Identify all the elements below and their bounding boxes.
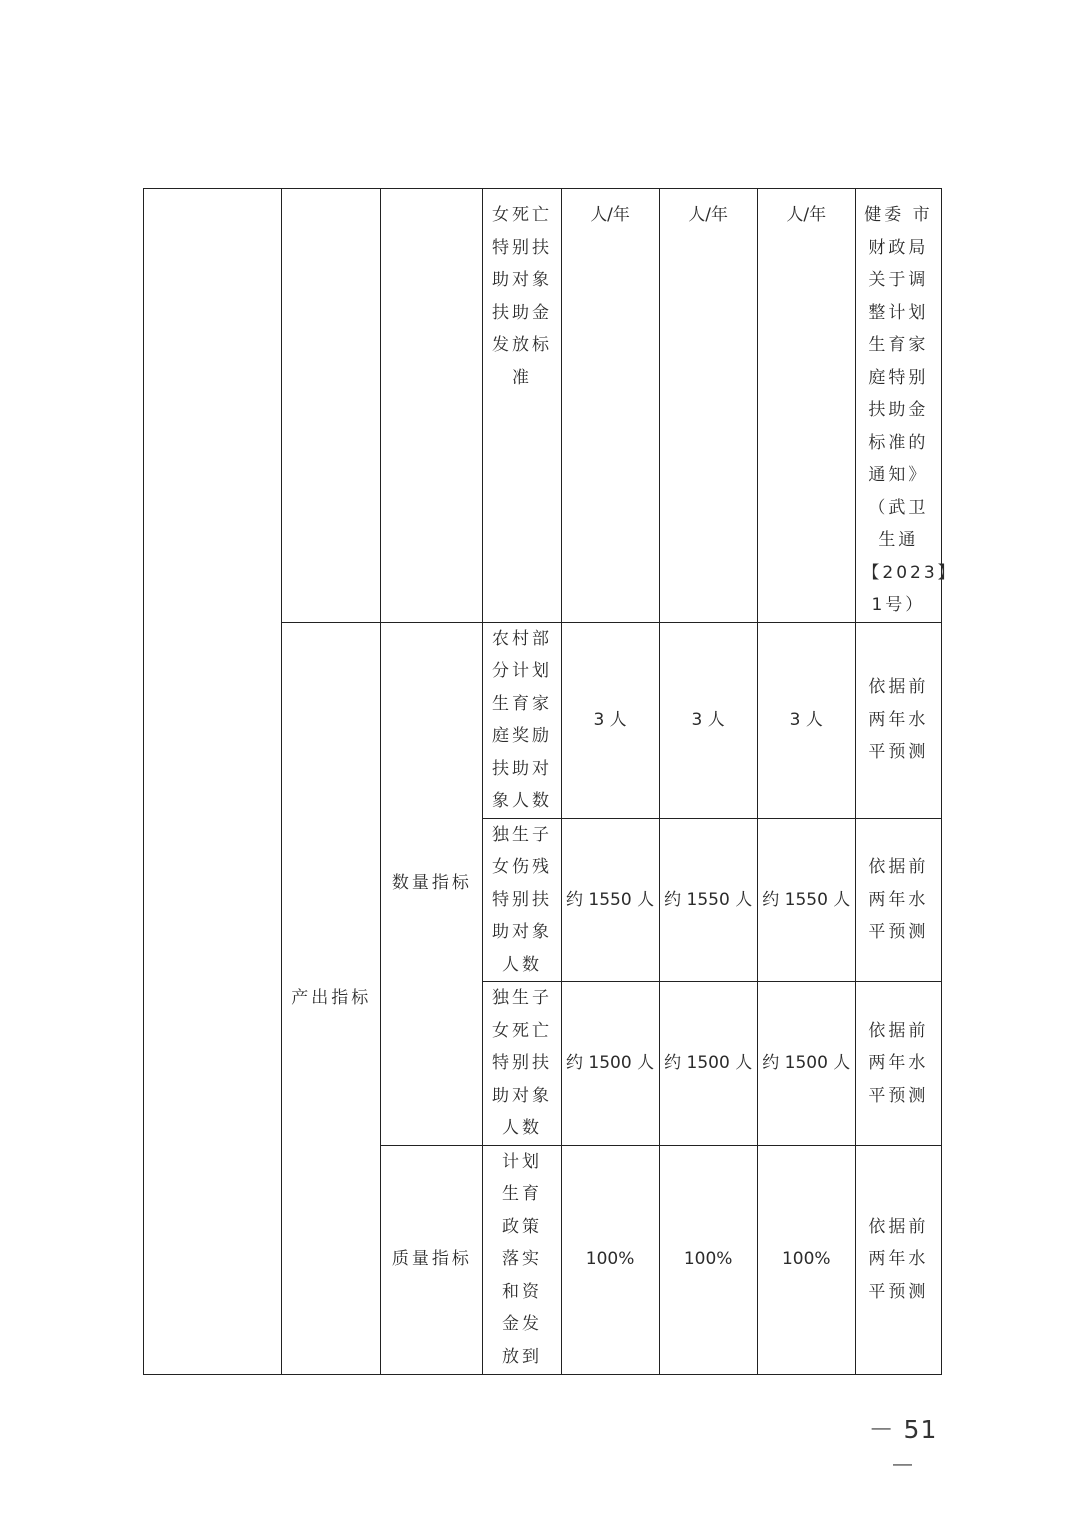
level2-indicator-cell [381, 622, 483, 1145]
value-text: 100% [683, 1249, 733, 1270]
value-text: 人/年 [688, 205, 729, 225]
indicator-text: 独生子 女伤残 特别扶 助对象 人数 [491, 824, 552, 975]
value-cell [757, 622, 855, 818]
performance-indicator-table [143, 188, 958, 1375]
value-text: 约 1500 人 [664, 1053, 753, 1073]
value-cell [757, 982, 855, 1146]
indicator-text: 女死亡 特别扶 助对象 扶助金 发放标 准 [491, 205, 552, 388]
page-number: － 51 － [868, 1415, 938, 1480]
indicator-cell [483, 982, 561, 1146]
basis-cell [855, 622, 941, 818]
value-text: 约 1550 人 [566, 889, 655, 910]
value-cell [561, 982, 659, 1146]
level2-indicator-cell [381, 1145, 483, 1374]
value-text: 3 人 [593, 709, 627, 730]
value-cell [561, 1145, 659, 1374]
quantity-label: 数量指标 [391, 873, 472, 894]
level1-indicator-cell [282, 622, 381, 1374]
basis-cell [855, 1145, 941, 1374]
indicator-text: 计划 生育 政策 落实 和资 金发 放到 [501, 1151, 542, 1367]
indicator-cell [483, 1145, 561, 1374]
value-text: 100% [781, 1249, 831, 1270]
value-cell [561, 189, 659, 623]
basis-text: 依据前 两年水 平预测 [868, 857, 929, 942]
basis-text: 依据前 两年水 平预测 [868, 1216, 929, 1302]
basis-cell [855, 189, 958, 623]
value-text: 3 人 [789, 709, 823, 730]
value-text: 约 1550 人 [664, 889, 753, 910]
value-text: 人/年 [590, 205, 630, 225]
value-text: 约 1500 人 [762, 1053, 851, 1073]
indicator-text: 农村部 分计划 生育家 庭奖励 扶助对 象人数 [491, 628, 552, 811]
value-text: 人/年 [786, 205, 827, 225]
quality-label: 质量指标 [391, 1249, 472, 1270]
value-text: 3 人 [691, 709, 725, 730]
indicator-text: 独生子 女死亡 特别扶 助对象 人数 [491, 988, 552, 1138]
value-cell [561, 622, 659, 818]
value-cell [757, 818, 855, 982]
value-cell [659, 818, 757, 982]
value-cell [659, 189, 757, 623]
empty-cell-col1 [144, 189, 282, 1375]
basis-text: 健委 市 财政局 关于调 整计划 生育家 庭特别 扶助金 标准的 通知》 （武卫 生通 【2023】 1号） [862, 205, 958, 615]
value-cell [659, 1145, 757, 1374]
basis-cell [855, 818, 941, 982]
value-text: 100% [585, 1249, 635, 1270]
indicator-cell [483, 189, 561, 623]
indicator-cell [483, 818, 561, 982]
value-cell [757, 189, 855, 623]
basis-text: 依据前 两年水 平预测 [868, 1020, 929, 1106]
basis-text: 依据前 两年水 平预测 [868, 677, 929, 763]
empty-cell-col2 [282, 189, 381, 623]
value-cell [659, 982, 757, 1146]
value-cell [659, 622, 757, 818]
level1-label: 产出指标 [291, 987, 372, 1008]
basis-cell [855, 982, 941, 1146]
value-text: 约 1500 人 [566, 1053, 655, 1073]
indicator-cell [483, 622, 561, 818]
value-text: 约 1550 人 [762, 889, 851, 910]
table-row [144, 189, 942, 623]
value-cell [757, 1145, 855, 1374]
value-cell [561, 818, 659, 982]
empty-cell-col3 [381, 189, 483, 623]
